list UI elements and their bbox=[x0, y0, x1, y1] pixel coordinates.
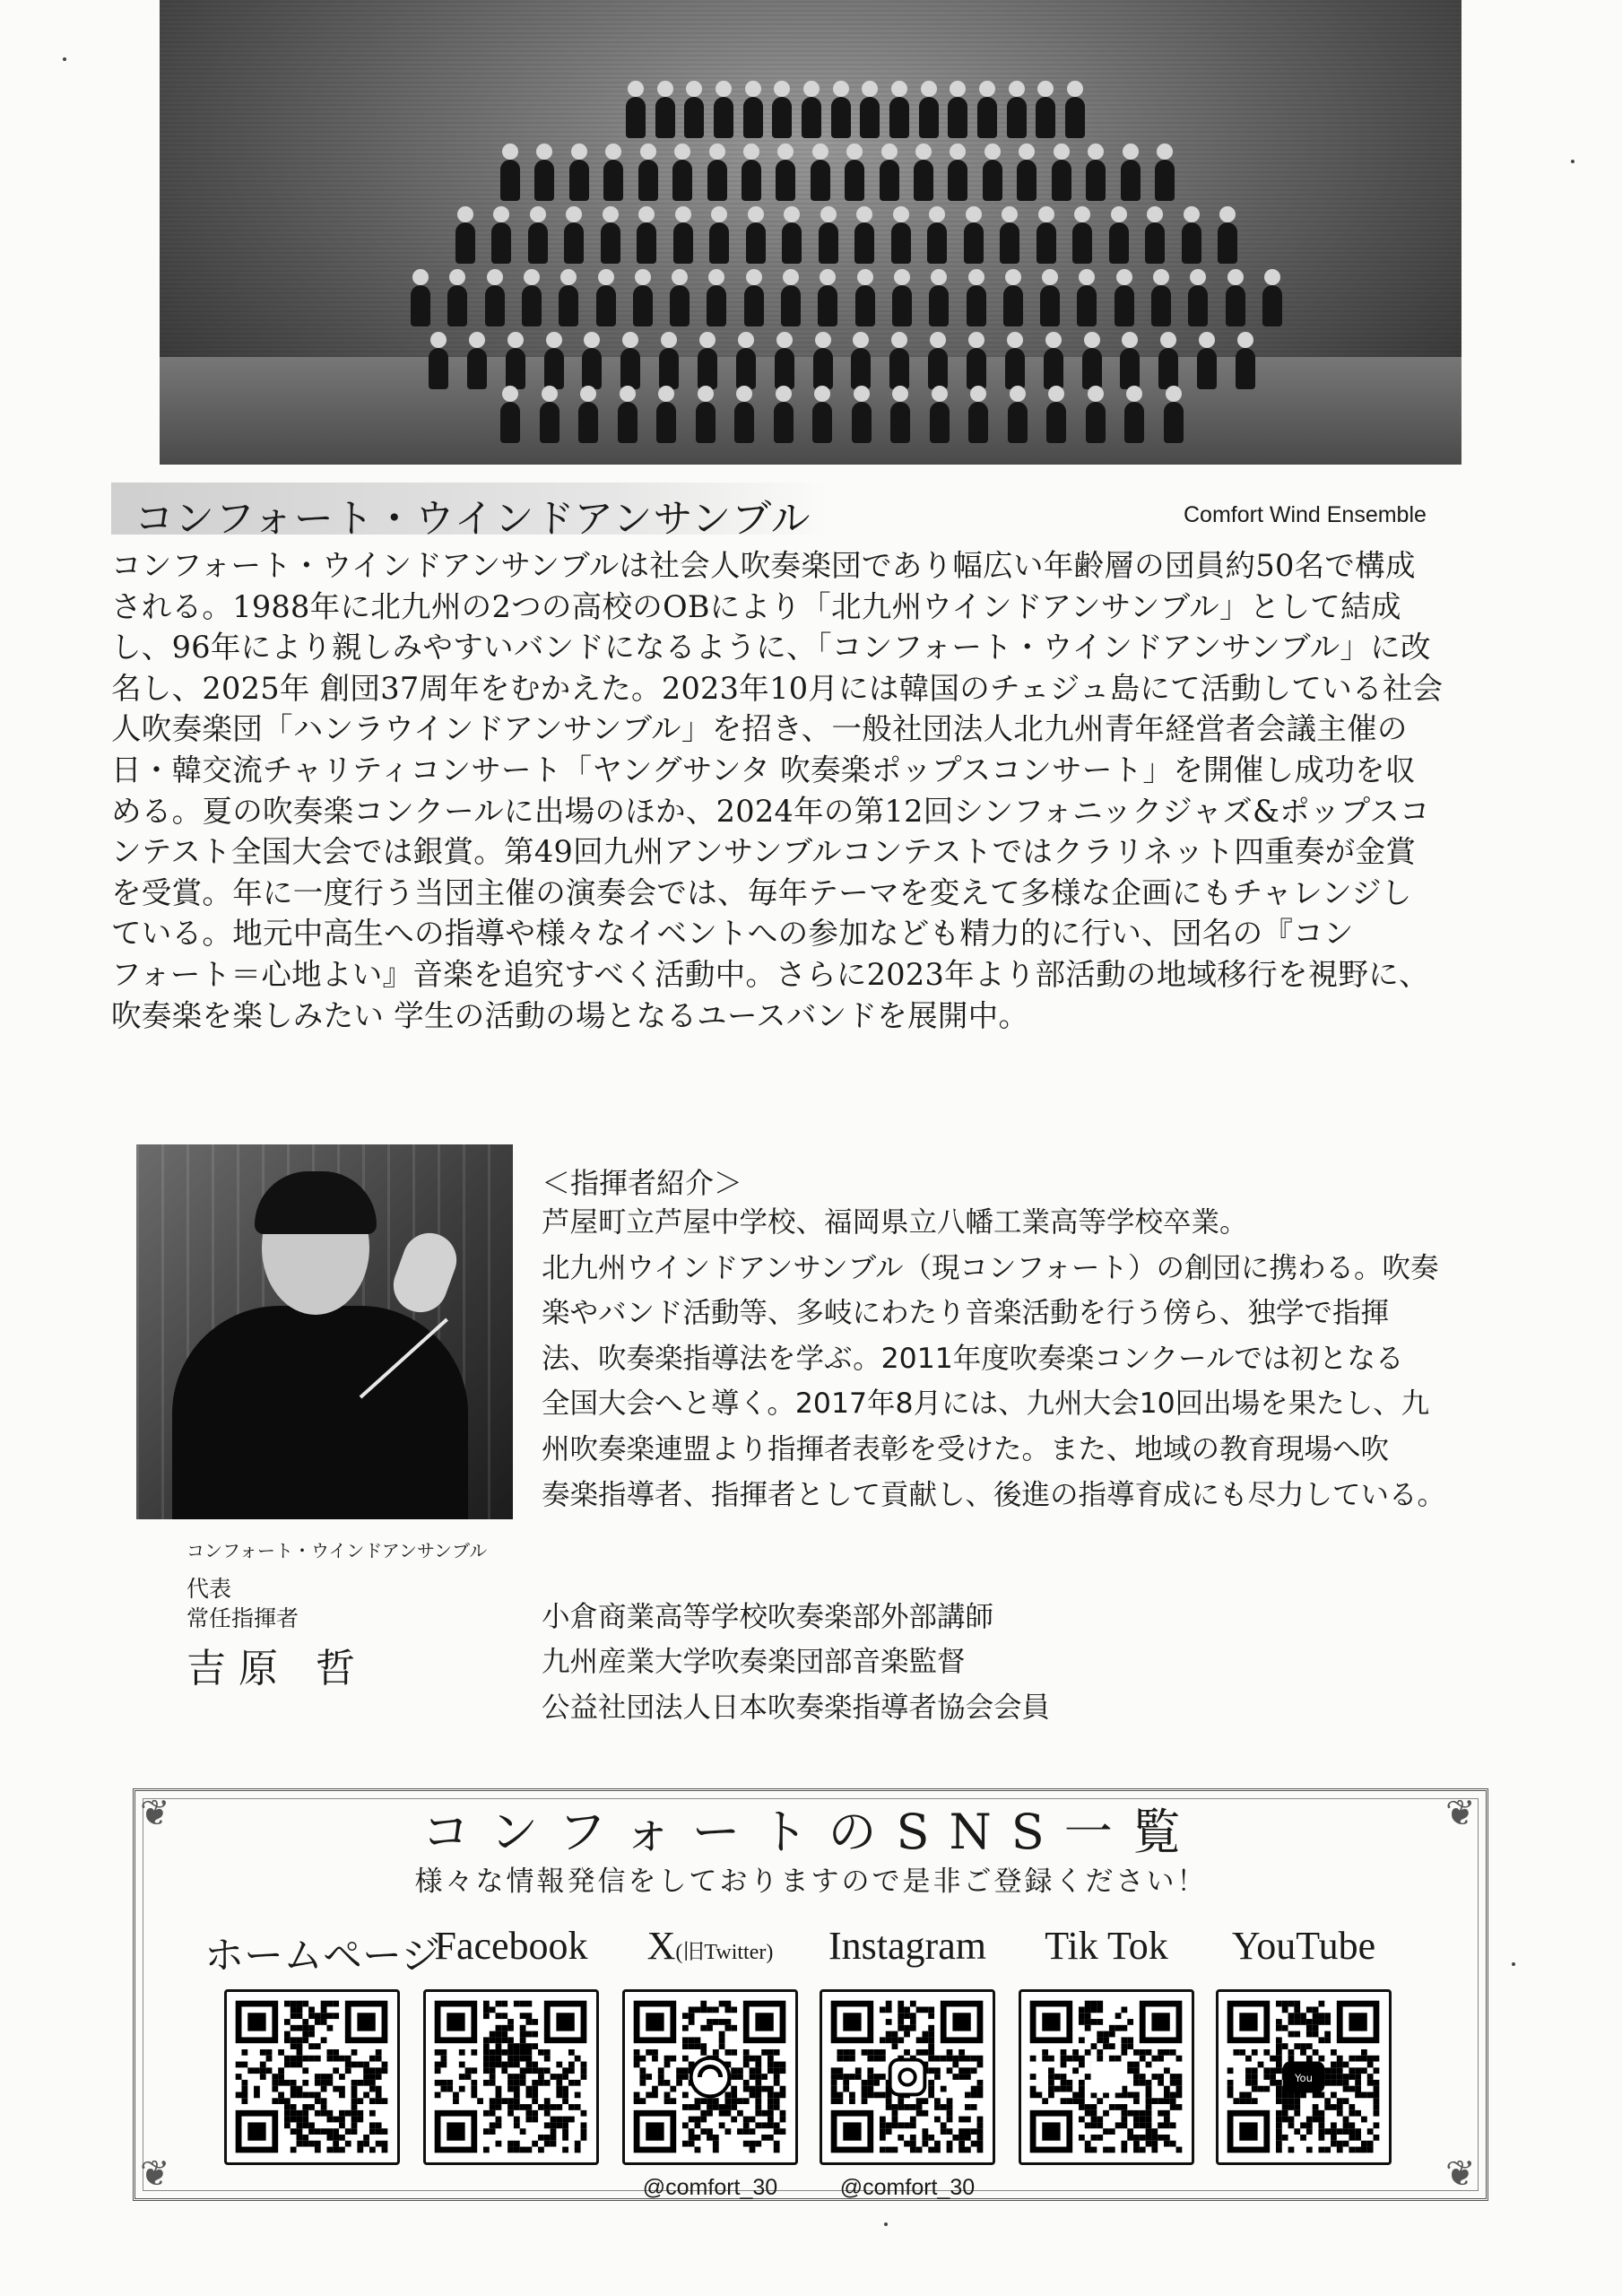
qr-code-icon[interactable] bbox=[820, 1989, 995, 2165]
sns-label bbox=[800, 1923, 1015, 1971]
conductor-positions bbox=[542, 1595, 1050, 1730]
sns-label-text: ホームページ bbox=[204, 1934, 441, 1978]
position-line: 公益社団法人日本吹奏楽指導者協会会員 bbox=[542, 1691, 1051, 1724]
ensemble-title: コンフォート・ウインドアンサンブル bbox=[134, 496, 811, 542]
qr-code-svg bbox=[625, 1992, 795, 2162]
description-line: コンフォート・ウインドアンサンブルは社会人吹奏楽団であり幅広い年齢層の団員約50名で構成 bbox=[111, 548, 1416, 583]
qr-code-icon[interactable] bbox=[423, 1989, 599, 2165]
qr-code-icon[interactable] bbox=[1216, 1989, 1392, 2165]
sns-label-text: Instagram bbox=[828, 1924, 986, 1968]
sns-label-text: YouTube bbox=[1231, 1924, 1376, 1968]
ensemble-title-en: Comfort Wind Ensemble bbox=[1184, 502, 1427, 527]
ornament-icon: ❦ bbox=[140, 2153, 170, 2195]
description-line: める。夏の吹奏楽コンクールに出場のほか、2024年の第12回シンフォニックジャズ&ポップスコ bbox=[111, 793, 1430, 829]
position-line: 九州産業大学吹奏楽団部音楽監督 bbox=[542, 1646, 966, 1679]
description-line: ている。地元中高生への指導や様々なイベントへの参加なども精力的に行い、団名の『コン bbox=[111, 916, 1354, 952]
sns-subtitle: 様々な情報発信をしておりますので是非ご登録ください！ bbox=[414, 1866, 1208, 1898]
qr-code-icon[interactable] bbox=[622, 1989, 798, 2165]
description-line: される。1988年に北九州の2つの高校のOBにより「北九州ウインドアンサンブル」として結成 bbox=[111, 588, 1401, 624]
conductor-caption-role: 代表 bbox=[186, 1576, 232, 1602]
qr-code-svg bbox=[1021, 1992, 1192, 2162]
bio-line: 北九州ウインドアンサンブル（現コンフォート）の創団に携わる。吹奏 bbox=[542, 1251, 1439, 1284]
sns-label-note: (旧Twitter) bbox=[675, 1941, 774, 1964]
svg-text:You: You bbox=[1294, 2071, 1314, 2084]
bio-line: 法、吹奏楽指導法を学ぶ。2011年度吹奏楽コンクールでは初となる bbox=[542, 1342, 1404, 1375]
bio-line: 全国大会へと導く。2017年8月には、九州大会10回出場を果たし、九 bbox=[542, 1387, 1430, 1421]
bio-line: 奏楽指導者、指揮者として貢献し、後進の指導育成にも尽力している。 bbox=[542, 1478, 1446, 1511]
conductor-photo bbox=[136, 1144, 513, 1519]
sns-label bbox=[403, 1923, 619, 1971]
qr-code-icon[interactable] bbox=[224, 1989, 400, 2165]
qr-code-svg bbox=[1219, 1992, 1389, 2162]
sns-label-text: Tik Tok bbox=[1045, 1924, 1168, 1968]
description-line: 名し、2025年 創団37周年をむかえた。2023年10月には韓国のチェジュ島にて活動している社会 bbox=[111, 670, 1444, 706]
description-line: 吹奏楽を楽しみたい 学生の活動の場となるユースバンドを展開中。 bbox=[111, 997, 1029, 1033]
position-line: 小倉商業高等学校吹奏楽部外部講師 bbox=[542, 1601, 994, 1633]
ensemble-description bbox=[111, 545, 1506, 1036]
description-line: し、96年により親しみやすいバンドになるように、「コンフォート・ウインドアンサンブル」に改 bbox=[111, 630, 1431, 665]
qr-code-svg bbox=[426, 1992, 596, 2162]
description-line: ンテスト全国大会では銀賞。第49回九州アンサンブルコンテストではクラリネット四重奏が金賞 bbox=[111, 834, 1417, 870]
description-line: 日・韓交流チャリティコンサート「ヤングサンタ 吹奏楽ポップスコンサート」を開催し成功を収 bbox=[111, 752, 1416, 787]
conductor-heading: ＜指揮者紹介＞ bbox=[542, 1166, 743, 1200]
qr-code-svg bbox=[227, 1992, 397, 2162]
sns-label bbox=[1196, 1923, 1411, 1971]
conductor-name: 吉原 哲 bbox=[186, 1646, 368, 1692]
conductor-caption-org: コンフォート・ウインドアンサンブル bbox=[186, 1540, 488, 1561]
sns-title: コンフォートのSNS一覧 bbox=[421, 1804, 1201, 1860]
sns-label bbox=[204, 1923, 441, 1978]
description-line: を受賞。年に一度行う当団主催の演奏会では、毎年テーマを変えて多様な企画にもチャレンジし bbox=[111, 874, 1412, 910]
description-line: 人吹奏楽団「ハンラウインドアンサンブル」を招き、一般社団法人北九州青年経営者会議主催の bbox=[111, 711, 1408, 747]
qr-code-icon[interactable] bbox=[1019, 1989, 1194, 2165]
qr-code-svg bbox=[822, 1992, 993, 2162]
sns-label bbox=[603, 1923, 818, 1971]
sns-handle: @comfort_30 bbox=[642, 2175, 778, 2200]
sns-label-text: X bbox=[646, 1924, 676, 1968]
ornament-icon: ❦ bbox=[1445, 2153, 1476, 2195]
conductor-caption-role: 常任指揮者 bbox=[186, 1605, 299, 1631]
bio-line: 楽やバンド活動等、多岐にわたり音楽活動を行う傍ら、独学で指揮 bbox=[542, 1297, 1390, 1330]
ornament-icon: ❦ bbox=[1445, 1793, 1476, 1834]
bio-line: 芦屋町立芦屋中学校、福岡県立八幡工業高等学校卒業。 bbox=[542, 1206, 1248, 1239]
sns-label-text: Facebook bbox=[434, 1924, 588, 1968]
description-line: フォート＝心地よい』音楽を追究すべく活動中。さらに2023年より部活動の地域移行を視野に、 bbox=[111, 956, 1429, 992]
ensemble-title-banner bbox=[111, 483, 828, 542]
ornament-icon: ❦ bbox=[140, 1793, 170, 1834]
ensemble-members bbox=[160, 0, 1462, 465]
ensemble-photo bbox=[160, 0, 1462, 465]
conductor-bio bbox=[542, 1200, 1510, 1518]
bio-line: 州吹奏楽連盟より指揮者表彰を受けた。また、地域の教育現場へ吹 bbox=[542, 1432, 1390, 1465]
sns-handle: @comfort_30 bbox=[839, 2175, 976, 2200]
sns-label bbox=[999, 1923, 1214, 1971]
